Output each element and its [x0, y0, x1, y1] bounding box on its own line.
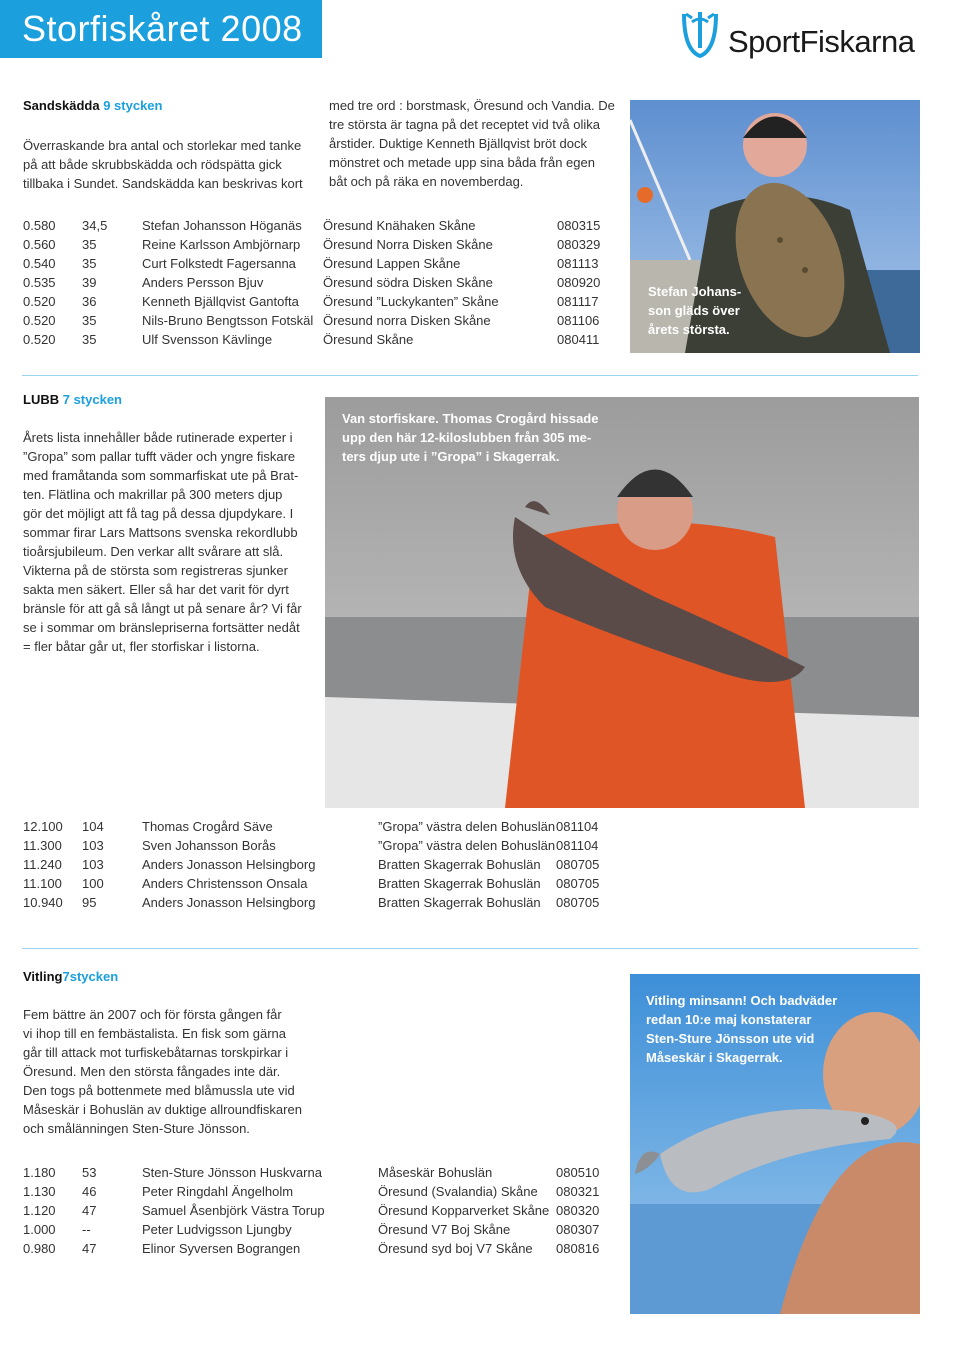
text-line: går till attack mot turfiskebåtarnas torskpirkar i — [23, 1045, 289, 1060]
location-cell: Öresund V7 Boj Skåne — [378, 1222, 511, 1237]
text-line: Årets lista innehåller både rutinerade experter i — [23, 430, 293, 445]
table-row — [23, 218, 617, 237]
lubb-intro — [23, 428, 302, 656]
location-cell: Öresund Knähaken Skåne — [323, 218, 476, 233]
weight-cell: 0.580 — [23, 218, 56, 233]
section-heading-sandskadda — [23, 98, 162, 113]
date-cell: 080321 — [556, 1184, 600, 1199]
table-row — [23, 838, 616, 857]
length-cell: 35 — [82, 332, 97, 347]
angler-cell: Samuel Åsenbjörk Västra Torup — [142, 1203, 325, 1218]
text-line: sakta men säkert. Eller så har det varit för dyrt — [23, 582, 289, 597]
vitling-intro — [23, 1005, 302, 1138]
text-line: vi ihop till en fembästalista. En fisk som gärna — [23, 1026, 287, 1041]
angler-cell: Stefan Johansson Höganäs — [142, 218, 302, 233]
text-line: se i sommar om bränslepriserna fortsätter nedåt — [23, 620, 300, 635]
text-line: tioårsjubileum. Den verkar allt svårare att slå. — [23, 544, 284, 559]
text-line: Överraskande bra antal och storlekar med tanke — [23, 138, 302, 153]
length-cell: 34,5 — [82, 218, 108, 233]
location-cell: ”Gropa” västra delen Bohuslän — [378, 819, 556, 834]
weight-cell: 0.540 — [23, 256, 56, 271]
angler-cell: Peter Ringdahl Ängelholm — [142, 1184, 294, 1199]
text-line: och smålänningen Sten-Sture Jönsson. — [23, 1121, 250, 1136]
sportfiskarna-logo-icon — [680, 10, 720, 60]
text-line: Öresund. Men den största fångades inte där. — [23, 1064, 281, 1079]
weight-cell: 0.520 — [23, 294, 56, 309]
text-line: med tre ord : borstmask, Öresund och Vandia. De — [329, 98, 615, 113]
caption-line: ters djup ute i ”Gropa” i Skagerrak. — [342, 449, 560, 464]
angler-cell: Elinor Syversen Bograngen — [142, 1241, 301, 1256]
date-cell: 080315 — [557, 218, 601, 233]
text-line: bränsle för att gå så långt ut på senare år? Vi får — [23, 601, 302, 616]
text-line: Den togs på bottenmete med blåmussla ute vid — [23, 1083, 295, 1098]
weight-cell: 1.120 — [23, 1203, 56, 1218]
photo-caption — [342, 409, 598, 466]
table-row — [23, 237, 617, 256]
date-cell: 080705 — [556, 895, 600, 910]
location-cell: Öresund Skåne — [323, 332, 414, 347]
lubb-table — [23, 819, 616, 914]
date-cell: 080705 — [556, 857, 600, 872]
location-cell: Öresund Kopparverket Skåne — [378, 1203, 550, 1218]
weight-cell: 0.560 — [23, 237, 56, 252]
length-cell: 35 — [82, 256, 97, 271]
angler-cell: Anders Jonasson Helsingborg — [142, 857, 316, 872]
angler-cell: Thomas Crogård Säve — [142, 819, 273, 834]
angler-cell: Sven Johansson Borås — [142, 838, 276, 853]
table-row — [23, 313, 617, 332]
caption-line: Måseskär i Skagerrak. — [646, 1050, 783, 1065]
location-cell: ”Gropa” västra delen Bohuslän — [378, 838, 556, 853]
angler-cell: Anders Persson Bjuv — [142, 275, 264, 290]
species-name: Vitling — [23, 969, 63, 984]
text-line: = fler båtar går ut, fler storfiskar i listorna. — [23, 639, 260, 654]
date-cell: 080920 — [557, 275, 601, 290]
location-cell: Öresund (Svalandia) Skåne — [378, 1184, 538, 1199]
caption-line: årets största. — [648, 322, 730, 337]
section-divider — [22, 948, 918, 949]
table-row — [23, 1203, 616, 1222]
table-row — [23, 332, 617, 351]
caption-line: upp den här 12-kiloslubben från 305 me- — [342, 430, 592, 445]
angler-cell: Peter Ludvigsson Ljungby — [142, 1222, 292, 1237]
date-cell: 080510 — [556, 1165, 600, 1180]
species-name: Sandskädda — [23, 98, 100, 113]
text-line: sommar firar Lars Mattsons svenska rekordlubb — [23, 525, 298, 540]
date-cell: 080307 — [556, 1222, 600, 1237]
date-cell: 081104 — [556, 819, 599, 834]
angler-cell: Curt Folkstedt Fagersanna — [142, 256, 296, 271]
table-row — [23, 876, 616, 895]
location-cell: Öresund norra Disken Skåne — [323, 313, 491, 328]
weight-cell: 11.300 — [23, 838, 62, 853]
table-row — [23, 294, 617, 313]
date-cell: 080329 — [557, 237, 601, 252]
weight-cell: 11.100 — [23, 876, 62, 891]
caption-line: Van storfiskare. Thomas Crogård hissade — [342, 411, 599, 426]
date-cell: 080816 — [556, 1241, 600, 1256]
sandskadda-table — [23, 218, 617, 351]
table-row — [23, 256, 617, 275]
weight-cell: 12.100 — [23, 819, 63, 834]
weight-cell: 0.520 — [23, 313, 56, 328]
angler-cell: Reine Karlsson Ambjörnarp — [142, 237, 301, 252]
location-cell: Bratten Skagerrak Bohuslän — [378, 876, 541, 891]
length-cell: 53 — [82, 1165, 97, 1180]
length-cell: 104 — [82, 819, 104, 834]
angler-cell: Anders Jonasson Helsingborg — [142, 895, 316, 910]
table-row — [23, 895, 616, 914]
length-cell: 100 — [82, 876, 104, 891]
length-cell: 46 — [82, 1184, 97, 1199]
angler-cell: Sten-Sture Jönsson Huskvarna — [142, 1165, 322, 1180]
weight-cell: 10.940 — [23, 895, 63, 910]
vitling-table — [23, 1165, 616, 1260]
length-cell: 103 — [82, 838, 104, 853]
date-cell: 081113 — [557, 256, 599, 271]
sandskadda-intro-left — [23, 136, 303, 193]
location-cell: Öresund Lappen Skåne — [323, 256, 461, 271]
caption-line: son gläds över — [648, 303, 740, 318]
weight-cell: 0.980 — [23, 1241, 56, 1256]
date-cell: 080320 — [556, 1203, 600, 1218]
angler-cell: Anders Christensson Onsala — [142, 876, 308, 891]
location-cell: Öresund syd boj V7 Skåne — [378, 1241, 533, 1256]
length-cell: 47 — [82, 1203, 97, 1218]
location-cell: Bratten Skagerrak Bohuslän — [378, 857, 541, 872]
location-cell: Öresund södra Disken Skåne — [323, 275, 493, 290]
text-line: på att både skrubbskädda och rödspätta gick — [23, 157, 282, 172]
location-cell: Bratten Skagerrak Bohuslän — [378, 895, 541, 910]
text-line: mönstret och metade upp sina båda från egen — [329, 155, 595, 170]
length-cell: 95 — [82, 895, 97, 910]
photo-caption — [648, 282, 741, 339]
angler-cell: Ulf Svensson Kävlinge — [142, 332, 273, 347]
length-cell: 35 — [82, 313, 97, 328]
date-cell: 081104 — [556, 838, 599, 853]
caption-line: Sten-Sture Jönsson ute vid — [646, 1031, 815, 1046]
table-row — [23, 1184, 616, 1203]
species-count: 9 stycken — [103, 98, 163, 113]
photo-caption — [646, 991, 837, 1067]
species-count: 7stycken — [62, 969, 119, 984]
caption-line: Stefan Johans- — [648, 284, 742, 299]
text-line: gör det möjligt att få tag på dessa djupdykare. I — [23, 506, 294, 521]
date-cell: 080705 — [556, 876, 600, 891]
caption-line: Vitling minsann! Och badväder — [646, 993, 838, 1008]
text-line: ”Gropa” som pallar tufft väder och yngre fiskare — [23, 449, 296, 464]
photo-thomas-crogard — [325, 397, 919, 808]
length-cell: 39 — [82, 275, 97, 290]
photo-sten-sture-jonsson — [630, 974, 920, 1314]
length-cell: 35 — [82, 237, 97, 252]
table-row — [23, 1241, 616, 1260]
text-line: båt och på räka en novemberdag. — [329, 174, 524, 189]
text-line: tre största är tagna på det receptet vid två olika — [329, 117, 600, 132]
species-count: 7 stycken — [62, 392, 122, 407]
caption-line: redan 10:e maj konstaterar — [646, 1012, 812, 1027]
weight-cell: 11.240 — [23, 857, 62, 872]
weight-cell: 1.130 — [23, 1184, 56, 1199]
weight-cell: 1.180 — [23, 1165, 56, 1180]
text-line: årstider. Duktige Kenneth Bjällqvist bröt dock — [329, 136, 587, 151]
weight-cell: 1.000 — [23, 1222, 56, 1237]
location-cell: Öresund ”Luckykanten” Skåne — [323, 294, 499, 309]
date-cell: 080411 — [557, 332, 600, 347]
angler-cell: Nils-Bruno Bengtsson Fotskäl — [142, 313, 314, 328]
text-line: ten. Flätlina och makrillar på 300 meters djup — [23, 487, 283, 502]
length-cell: 103 — [82, 857, 104, 872]
text-line: Fem bättre än 2007 och för första gången får — [23, 1007, 282, 1022]
text-line: Vikterna på de största som registreras sjunker — [23, 563, 288, 578]
location-cell: Öresund Norra Disken Skåne — [323, 237, 493, 252]
text-line: med framåtanda som sommarfiskat ute på Brat- — [23, 468, 299, 483]
weight-cell: 0.520 — [23, 332, 56, 347]
length-cell: -- — [82, 1222, 91, 1237]
logo-text: SportFiskarna — [728, 24, 915, 59]
text-line: Måseskär i Bohuslän av duktige allroundfiskaren — [23, 1102, 302, 1117]
section-divider — [22, 375, 918, 376]
weight-cell: 0.535 — [23, 275, 56, 290]
table-row — [23, 857, 616, 876]
sandskadda-intro-right — [329, 96, 615, 191]
length-cell: 47 — [82, 1241, 97, 1256]
location-cell: Måseskär Bohuslän — [378, 1165, 493, 1180]
table-row — [23, 819, 616, 838]
text-line: tillbaka i Sundet. Sandskädda kan beskrivas kort — [23, 176, 303, 191]
table-row — [23, 1222, 616, 1241]
date-cell: 081117 — [557, 294, 599, 309]
length-cell: 36 — [82, 294, 97, 309]
section-heading-vitling — [23, 969, 118, 984]
photo-stefan-johansson — [630, 100, 920, 353]
page-title: Storfiskåret 2008 — [22, 8, 303, 49]
species-name: LUBB — [23, 392, 60, 407]
table-row — [23, 275, 617, 294]
section-heading-lubb — [23, 392, 122, 407]
table-row — [23, 1165, 616, 1184]
angler-cell: Kenneth Bjällqvist Gantofta — [142, 294, 299, 309]
date-cell: 081106 — [557, 313, 600, 328]
